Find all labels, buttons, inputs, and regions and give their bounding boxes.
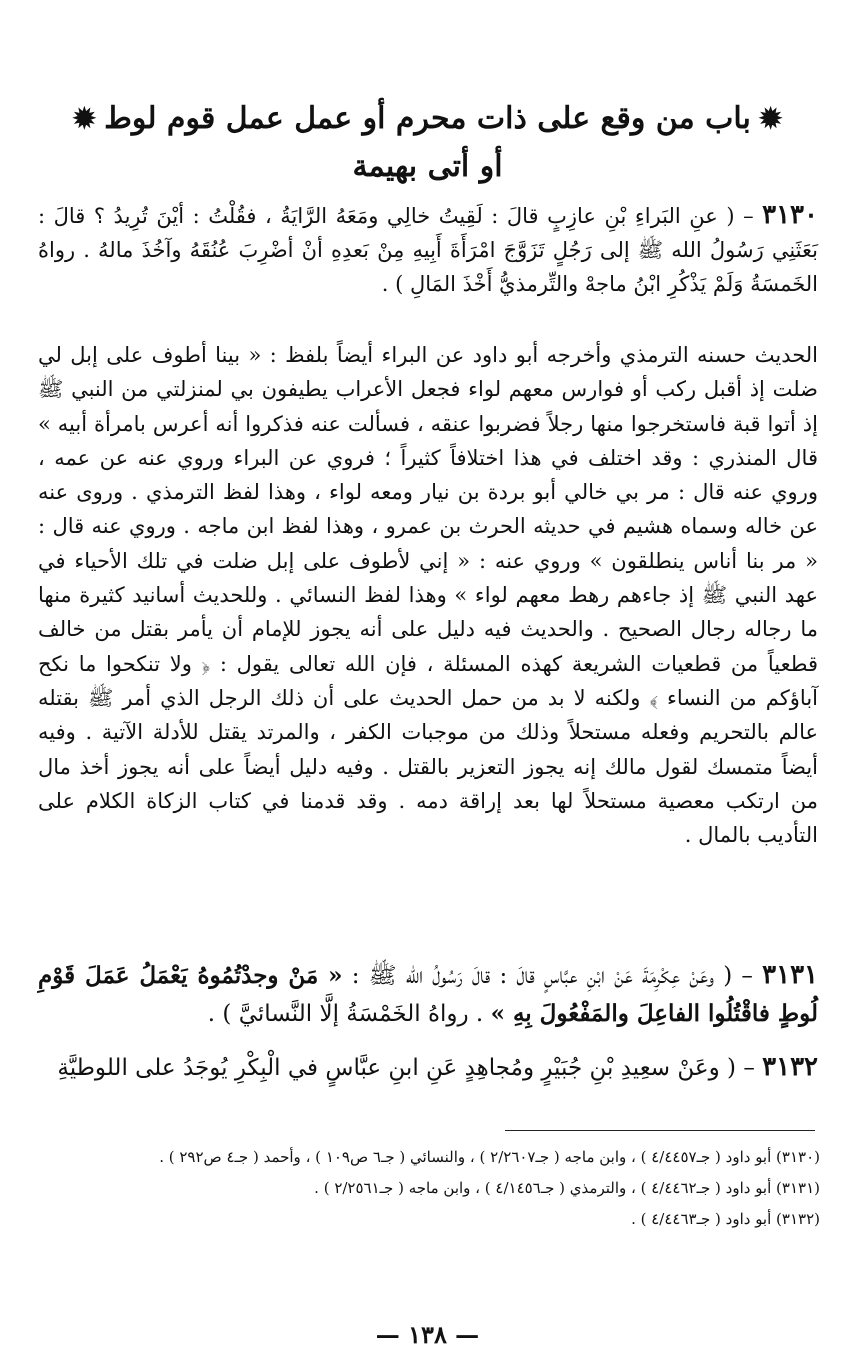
star-ornament-icon: ✹ — [758, 102, 783, 135]
hadith-number: ٣١٣٢ — [762, 1052, 818, 1082]
page-number: — ١٣٨ — — [375, 1320, 480, 1349]
chapter-title-line-1 — [60, 95, 795, 143]
hadith-3132 — [38, 1048, 818, 1087]
footnote-3131: (٣١٣١) أبو داود ( جـ٤/٤٤٦٢ ) ، والترمذي ( جـ٤/١٤٥٦ ) ، وابن ماجه ( جـ٢/٢٥٦١ ) . — [314, 1179, 820, 1197]
hadith-text: – ( وعَنْ سعِيدِ بْنِ جُبَيْرٍ ومُجاهِدٍ عَنِ ابنِ عبَّاسٍ في الْبِكْرِ يُوجَدُ على اللوطيَّةِ — [57, 1055, 755, 1081]
chapter-title-line-2: أو أتى بهيمة — [352, 149, 503, 184]
footnote-3130: (٣١٣٠) أبو داود ( جـ٤/٤٤٥٧ ) ، وابن ماجه ( جـ٢/٢٦٠٧ ) ، والنسائي ( جـ٦ ص١٠٩ ) ، وأحمد ( جـ٤ ص٢٩٢ ) . — [159, 1148, 820, 1166]
hadith-3131 — [38, 956, 818, 1033]
footnote-divider — [505, 1130, 815, 1131]
footnotes — [60, 1142, 820, 1235]
hadith-number: ٣١٣٠ — [762, 200, 818, 230]
star-ornament-icon: ✹ — [72, 102, 97, 135]
hadith-text: – ( عنِ البَراءِ بْنِ عازِبٍ قالَ : لَقِيتُ خالِي ومَعَهُ الرَّايَةُ ، فقُلْتُ : أيْنَ تُرِيدُ ؟ قالَ : بَعَثَنِي رَسُولُ الله ﷺ إلى رَجُلٍ تَزَوَّجَ امْرَأَةَ أَبِيهِ مِنْ بَعدِهِ أنْ أضْرِبَ عُنُقَهُ وآخُذَ مالهُ . رواهُ الخَمسَةُ وَلَمْ يَذْكُرِ ابْنُ ماجهْ والتِّرمذيُّ أَخْذَ المَالِ ) . — [38, 204, 818, 296]
hadith-intro: – ( وعَنْ عِكْرِمَةَ عَنْ ابْنِ عبَّاسٍ قالَ : قالَ رَسُولُ الله ﷺ : — [351, 963, 753, 989]
footnote-3132: (٣١٣٢) أبو داود ( جـ٤/٤٤٦٣ ) . — [631, 1210, 820, 1228]
hadith-number: ٣١٣١ — [762, 960, 819, 990]
hadith-quote: « مَنْ وجدْتُمُوهُ يَعْمَلُ عَمَلَ قَوْمِ لُوطٍ فاقْتُلُوا الفاعِلَ والمَفْعُولَ بِهِ » — [38, 962, 818, 1027]
chapter-title-text: باب من وقع على ذات محرم أو عمل عمل قوم لوط — [104, 101, 751, 136]
hadith-3130 — [38, 198, 818, 301]
hadith-tail: . رواهُ الخَمْسَةُ إلَّا النَّسائيَّ ) . — [207, 1001, 484, 1027]
commentary-paragraph: الحديث حسنه الترمذي وأخرجه أبو داود عن البراء أيضاً بلفظ : « بينا أطوف على إبل لي ضلت إذ أقبل ركب أو فوارس معهم لواء فجعل الأعراب يطيفون بي لمنزلتي من النبي ﷺ إذ أتوا قبة فاستخرجوا منها رجلاً فضربوا عنقه ، فسألت عنه فذكروا أنه أعرس بامرأة أبيه » قال المنذري : وقد اختلف في هذا اختلافاً كثيراً ؛ فروي عن البراء وروي عنه عن عمه ، وروي عنه قال : مر بي خالي أبو بردة بن نيار ومعه لواء ، وهذا لفظ الترمذي . وروى عنه عن خاله وسماه هشيم في حديثه الحرث بن عمرو ، وهذا لفظ ابن ماجه . وروي عنه قال : « مر بنا أناس ينطلقون » وروي عنه : « إني لأطوف على إبل ضلت في تلك الأحياء في عهد النبي ﷺ إذ جاءهم رهط معهم لواء » وهذا لفظ النسائي . وللحديث أسانيد كثيرة منها ما رجاله رجال الصحيح . والحديث فيه دليل على أنه يجوز للإمام أن يأمر بقتل من خالف قطعياً من قطعيات الشريعة كهذه المسئلة ، فإن الله تعالى يقول : ﴿ ولا تنكحوا ما نكح آباؤكم من النساء ﴾ ولكنه لا بد من حمل الحديث على أن ذلك الرجل الذي أمر ﷺ بقتله عالم بالتحريم وفعله مستحلاً وذلك من موجبات الكفر ، والمرتد يقتل للأدلة الآتية . وفيه أيضاً متمسك لقول مالك إنه يجوز التعزير بالقتل . وفيه دليل أيضاً على أنه يجوز أخذ مال من ارتكب معصية مستحلاً لها بعد إراقة دمه . وقد قدمنا في كتاب الزكاة الكلام على التأديب بالمال . — [38, 343, 818, 848]
chapter-title — [60, 95, 795, 191]
